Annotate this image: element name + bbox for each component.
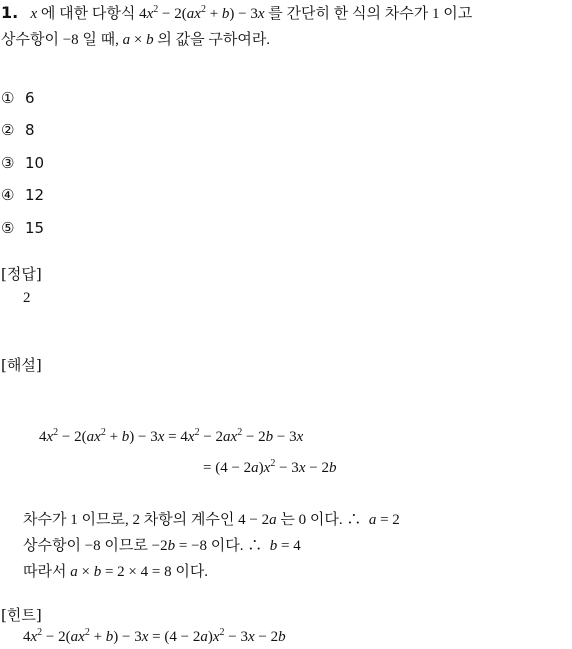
option-value: 12 (25, 186, 45, 204)
option-5[interactable] (1, 219, 44, 237)
option-2[interactable] (1, 121, 35, 139)
option-value: 6 (25, 89, 35, 107)
answer-label: [정답] (1, 265, 42, 283)
option-3[interactable] (1, 154, 44, 172)
question-stem-1: x 에 대한 다항식 $4x^2 - 2(ax^2 + b) - 3x$ 를 간단히 한 식의 차수가 1 이고 (30, 4, 473, 22)
question-number: 1. (1, 3, 19, 22)
hint-label: [힌트] (1, 606, 42, 624)
question-line-1 (1, 2, 472, 23)
option-value: 15 (25, 219, 45, 237)
solution-line-3: 따라서 a × b = 2 × 4 = 8 이다. (23, 564, 209, 580)
answer-value: 2 (23, 290, 31, 306)
option-marker: ② (1, 121, 15, 139)
option-value: 8 (25, 121, 35, 139)
option-marker: ③ (1, 154, 15, 172)
solution-line-2: 상수항이 −8 이므로 −2b = −8 이다. ∴ b = 4 (23, 538, 301, 554)
option-marker: ① (1, 89, 15, 107)
option-4[interactable] (1, 186, 44, 204)
solution-eq-1: $4x^2 - 2(ax^2 + b) - 3x = 4x^2 - 2ax^2 - 2b - 3x$ (39, 427, 304, 445)
solution-line-1: 차수가 1 이므로, 2 차항의 계수인 4 − 2a 는 0 이다. ∴ a = 2 (23, 512, 400, 528)
hint-eq: $4x^2 - 2(ax^2 + b) - 3x = (4 - 2a)x^2 - 3x - 2b$ (23, 627, 286, 645)
option-1[interactable] (1, 89, 35, 107)
option-marker: ⑤ (1, 219, 15, 237)
option-marker: ④ (1, 186, 15, 204)
question-line-2: 상수항이 −8 일 때, a × b 의 값을 구하여라. (1, 32, 271, 48)
solution-eq-2: = $(4 - 2a)x^2 - 3x - 2b$ (203, 458, 337, 476)
option-value: 10 (25, 154, 45, 172)
solution-label: [해설] (1, 356, 42, 374)
